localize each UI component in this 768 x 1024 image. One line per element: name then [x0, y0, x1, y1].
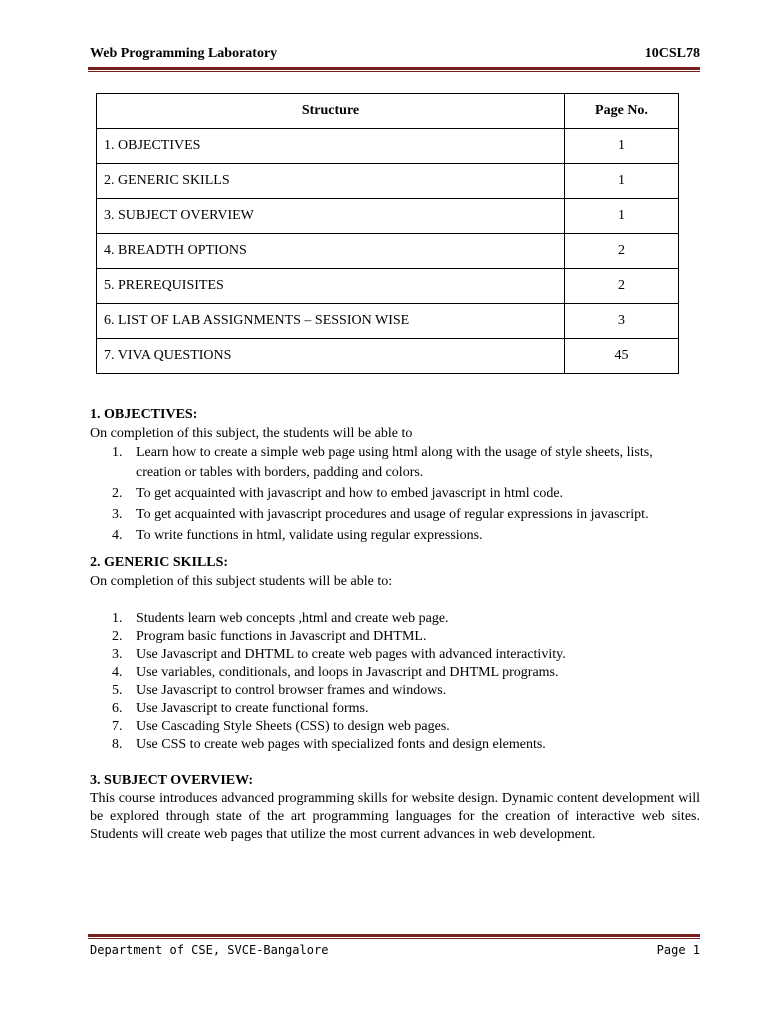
list-item: 7. Use Cascading Style Sheets (CSS) to design web pages. [112, 719, 450, 734]
table-row [97, 129, 679, 164]
list-item: 3. To get acquainted with javascript procedures and usage of regular expressions in javascript. [112, 507, 649, 522]
objectives-section [90, 405, 700, 547]
list-item: 2. Program basic functions in Javascript and DHTML. [112, 629, 427, 644]
skills-list [90, 610, 700, 754]
page-header [90, 46, 700, 66]
header-course-code: 10CSL78 [644, 46, 700, 61]
page-footer [90, 943, 700, 961]
overview-section [90, 771, 700, 844]
header-title: Web Programming Laboratory [90, 46, 278, 61]
row-page: 2 [565, 269, 679, 304]
table-row [97, 304, 679, 339]
row-label: 3. SUBJECT OVERVIEW [97, 199, 565, 234]
row-label: 6. LIST OF LAB ASSIGNMENTS – SESSION WISE [97, 304, 565, 339]
table-row [97, 199, 679, 234]
header-rule-thin [88, 71, 700, 72]
footer-page-number: Page 1 [656, 943, 700, 957]
table-row [97, 269, 679, 304]
header-rule [88, 67, 700, 70]
row-label: 5. PREREQUISITES [97, 269, 565, 304]
row-label: 2. GENERIC SKILLS [97, 164, 565, 199]
row-label: 1. OBJECTIVES [97, 129, 565, 164]
list-item: 1. Students learn web concepts ,html and create web page. [112, 611, 449, 626]
row-page: 3 [565, 304, 679, 339]
overview-heading: 3. SUBJECT OVERVIEW: [90, 773, 254, 788]
overview-paragraph: This course introduces advanced programming skills for website design. Dynamic content development will be explored through state of the art programming languages for the creation of interactive web sites. Students will create web pages that utilize the most current advances in web development. [90, 791, 700, 842]
list-item: 3. Use Javascript and DHTML to create web pages with advanced interactivity. [112, 647, 566, 662]
skills-intro: On completion of this subject students will be able to: [90, 574, 393, 589]
objectives-intro: On completion of this subject, the students will be able to [90, 426, 413, 441]
row-page: 1 [565, 164, 679, 199]
list-item: 6. Use Javascript to create functional forms. [112, 701, 369, 716]
footer-rule-thin [88, 938, 700, 939]
list-item: 5. Use Javascript to control browser frames and windows. [112, 683, 447, 698]
row-page: 2 [565, 234, 679, 269]
row-page: 1 [565, 199, 679, 234]
row-label: 7. VIVA QUESTIONS [97, 339, 565, 374]
table-row [97, 164, 679, 199]
footer-rule [88, 934, 700, 937]
column-header-structure: Structure [97, 94, 565, 129]
list-item: 4. To write functions in html, validate using regular expressions. [112, 528, 483, 543]
objectives-heading: 1. OBJECTIVES: [90, 407, 198, 422]
objectives-list [90, 443, 700, 546]
table-row [97, 234, 679, 269]
list-item: 4. Use variables, conditionals, and loops in Javascript and DHTML programs. [112, 665, 559, 680]
footer-department: Department of CSE, SVCE-Bangalore [90, 943, 329, 957]
table-header-row [97, 94, 679, 129]
row-page: 1 [565, 129, 679, 164]
column-header-page: Page No. [565, 94, 679, 129]
skills-section [90, 553, 700, 754]
list-item: 8. Use CSS to create web pages with specialized fonts and design elements. [112, 737, 546, 752]
contents-table [96, 93, 679, 374]
row-label: 4. BREADTH OPTIONS [97, 234, 565, 269]
list-item: 1. Learn how to create a simple web page using html along with the usage of style sheets, lists, creation or tables with borders, padding and colors. [112, 445, 653, 480]
list-item: 2. To get acquainted with javascript and how to embed javascript in html code. [112, 486, 564, 501]
skills-heading: 2. GENERIC SKILLS: [90, 555, 229, 570]
row-page: 45 [565, 339, 679, 374]
table-row [97, 339, 679, 374]
